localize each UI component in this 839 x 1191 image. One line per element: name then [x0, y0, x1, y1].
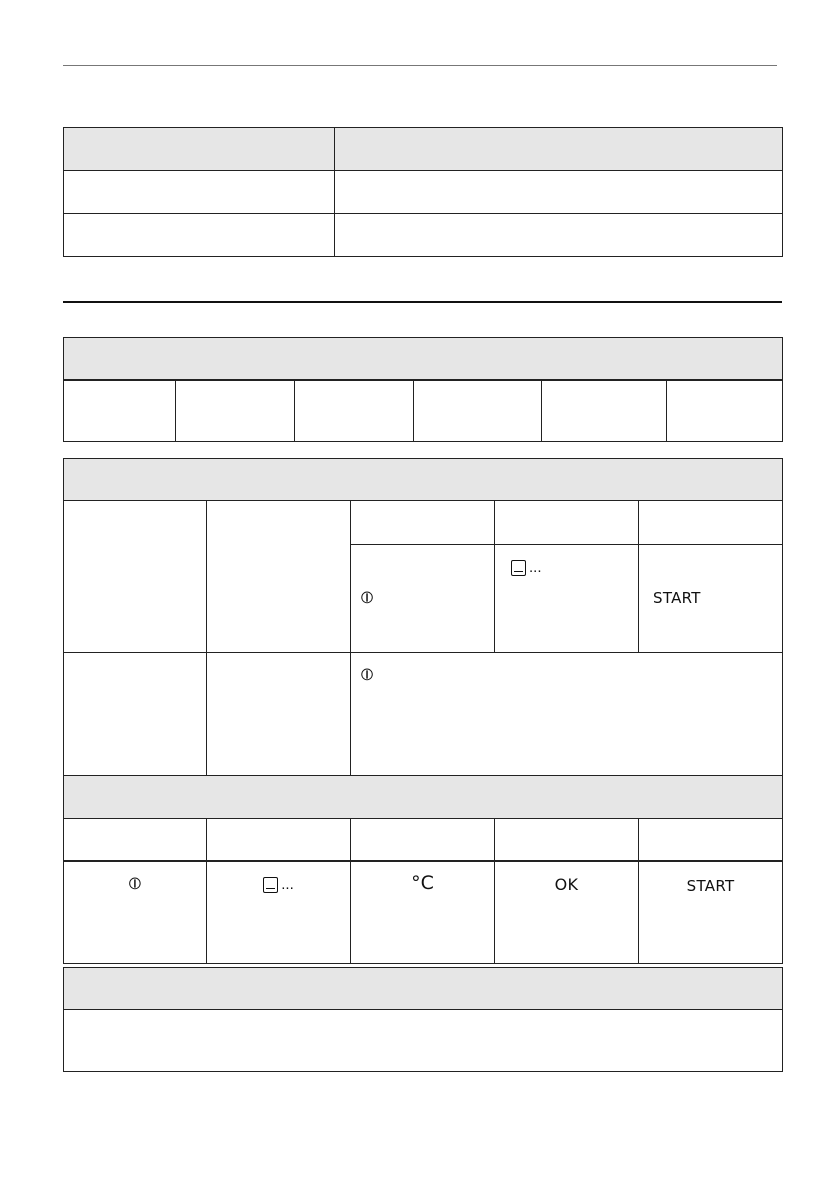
- power-icon: ⦶: [361, 587, 374, 608]
- table-cell: [495, 545, 639, 653]
- menu-dots: ...: [529, 559, 542, 577]
- table-cell: [667, 380, 783, 442]
- table-cell: [64, 1010, 783, 1072]
- info-table-3: [63, 967, 783, 1072]
- table-cell: [639, 861, 783, 964]
- table-cell: [351, 861, 495, 964]
- ok-symbol: OK: [554, 875, 579, 894]
- table-cell: [176, 380, 295, 442]
- start-symbol: START: [653, 589, 701, 607]
- power-icon: ⦶: [128, 874, 142, 894]
- table-cell: [542, 380, 667, 442]
- header-rule: [63, 65, 777, 66]
- menu-dots: ...: [281, 876, 294, 894]
- table-header-cell: [335, 128, 783, 171]
- table-cell: [207, 861, 351, 964]
- table-cell: [64, 819, 207, 862]
- table-cell: [414, 380, 542, 442]
- step-table-2: [63, 775, 783, 964]
- info-table-1: [63, 127, 783, 257]
- table-cell: [64, 214, 335, 257]
- table-cell: [495, 501, 639, 545]
- oven-menu-icon: [263, 877, 278, 893]
- table-cell: [335, 214, 783, 257]
- table-cell: [64, 380, 176, 442]
- table-cell: [351, 501, 495, 545]
- table-cell: [639, 819, 783, 862]
- table-cell: [639, 501, 783, 545]
- table-cell: [207, 653, 351, 785]
- table-header-cell: [64, 776, 783, 819]
- table-cell: [351, 653, 783, 785]
- table-header-cell: [64, 128, 335, 171]
- table-header-cell: [64, 968, 783, 1010]
- oven-menu-icon: [511, 560, 526, 576]
- table-cell: [639, 545, 783, 653]
- table-cell: [64, 653, 207, 785]
- temperature-icon: °C: [411, 872, 434, 894]
- table-cell: [351, 545, 495, 653]
- table-cell: [207, 501, 351, 653]
- table-cell: [495, 819, 639, 862]
- info-table-2: [63, 337, 783, 442]
- table-header-cell: [64, 338, 783, 381]
- step-table-1: [63, 458, 783, 785]
- power-icon: ⦶: [361, 665, 374, 685]
- start-symbol: START: [686, 877, 735, 895]
- table-cell: [64, 171, 335, 214]
- table-cell: [335, 171, 783, 214]
- table-cell: [64, 501, 207, 653]
- table-cell: [351, 819, 495, 862]
- table-cell: [295, 380, 414, 442]
- section-rule: [63, 301, 782, 303]
- table-cell: [495, 861, 639, 964]
- table-cell: [207, 819, 351, 862]
- table-header-cell: [64, 459, 783, 501]
- table-cell: [64, 861, 207, 964]
